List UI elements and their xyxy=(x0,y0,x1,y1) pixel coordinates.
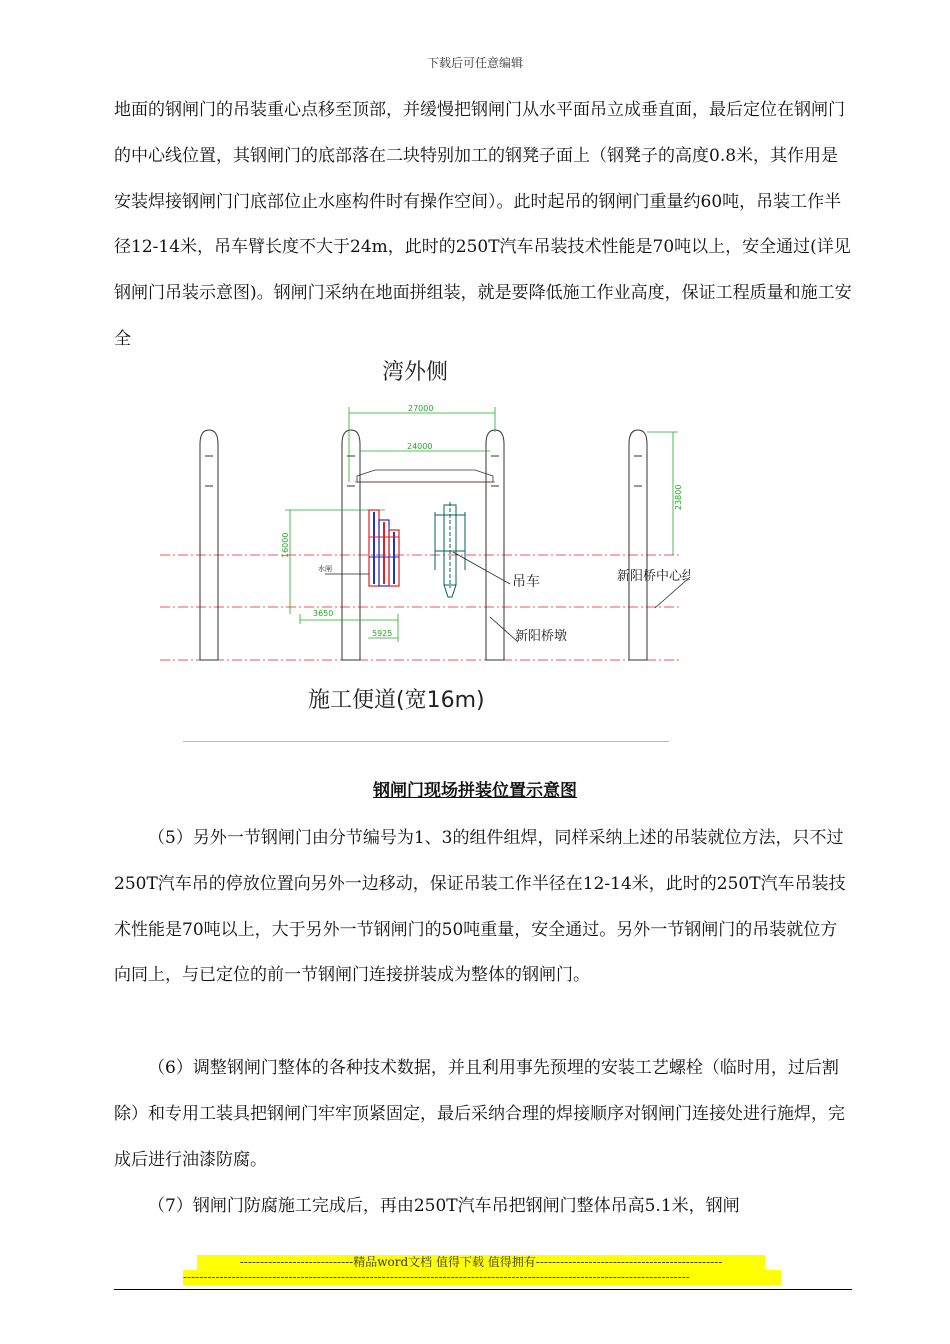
paragraph-step-6: （6）调整钢闸门整体的各种技术数据，并且利用事先预埋的安装工艺螺栓（临时用，过后割除）和专用工装具把钢闸门牢牢顶紧固定，最后采纳合理的焊接顺序对钢闸门连接处进行施焊，完成后进行油漆防腐。 xyxy=(114,1058,845,1170)
label-gate: 水闸 xyxy=(318,565,332,573)
page-header: 下载后可任意编辑 xyxy=(426,56,523,70)
dim-16000: 16000 xyxy=(281,532,290,558)
top-beam xyxy=(357,470,493,482)
dim-5925: 5925 xyxy=(372,629,393,638)
red-guide-lines xyxy=(160,482,680,660)
bridge-piers xyxy=(200,430,647,660)
dim-24000: 24000 xyxy=(407,442,433,451)
dim-3650: 3650 xyxy=(313,609,334,618)
paragraph-step-5: （5）另外一节钢闸门由分节编号为1、3的组件组焊，同样采纳上述的吊装就位方法，只不过250T汽车吊的停放位置向另外一边移动，保证吊装工作半径在12-14米，此时的250T汽车吊装技术性能是70吨以上，大于另外一节钢闸门的50吨重量，安全通过。另外一节钢闸门的吊装就位方向同上，与已定位的前一节钢闸门连接拼装成为整体的钢闸门。 xyxy=(114,828,846,986)
label-crane: 吊车 xyxy=(512,574,540,590)
footer-rule xyxy=(114,1289,852,1290)
paragraph-intro: 地面的钢闸门的吊装重心点移至顶部，并缓慢把钢闸门从水平面吊立成垂直面，最后定位在钢闸门的中心线位置，其钢闸门的底部落在二块特别加工的钢凳子面上（钢凳子的高度0.8米，其作用是安装焊接钢闸门门底部位止水座构件时有操作空间）。此时起吊的钢闸门重量约60吨，吊装工作半径12-14米，吊车臂长度不大于24m，此时的250T汽车吊装技术性能是70吨以上，安全通过(详见钢闸门吊装示意图)。钢闸门采纳在地面拼组装，就是要降低施工作业高度，保证工程质量和施工安全 xyxy=(114,100,852,349)
label-centerline: 新阳桥中心线 xyxy=(616,569,690,584)
label-pier: 新阳桥墩 xyxy=(515,629,568,644)
figure-caption-text: 钢闸门现场拼装位置示意图 xyxy=(373,781,577,801)
steel-gate-assembly xyxy=(369,510,399,586)
figure-caption xyxy=(0,776,950,801)
paragraph-step-7: （7）钢闸门防腐施工完成后，再由250T汽车吊把钢闸门整体吊高5.1米，钢闸 xyxy=(148,1196,740,1216)
dim-23800: 23800 xyxy=(674,484,683,510)
footer-dash-line: ----------------------------------------------------------------------------------------------------------------------------- xyxy=(183,1270,781,1285)
diagram-bottom-label: 施工便道(宽16m) xyxy=(308,688,485,713)
gate-layout-diagram xyxy=(150,352,690,722)
separator-line xyxy=(183,741,669,742)
diagram-top-label: 湾外侧 xyxy=(382,360,449,385)
crane-shape xyxy=(435,502,465,597)
dim-27000: 27000 xyxy=(408,404,434,413)
footer-banner: ----------------------------精品word文档 值得下载 值得拥有---------------------------------------------- xyxy=(197,1255,765,1270)
diagram-svg xyxy=(150,352,690,722)
